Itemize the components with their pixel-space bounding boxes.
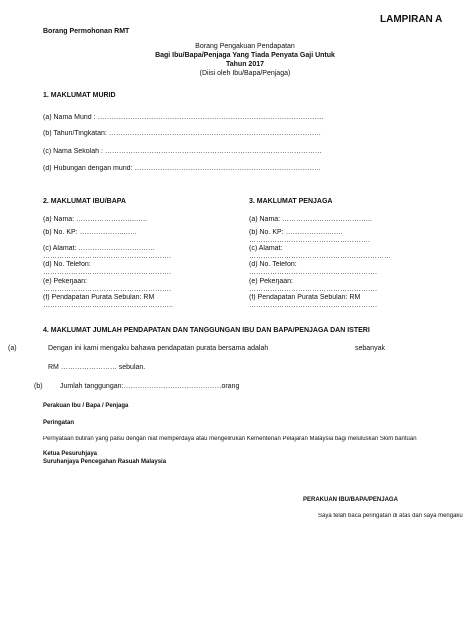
- penjaga-pekerjaan-line[interactable]: ……………………………………………….: [249, 286, 377, 293]
- footer-perakuan-title: PERAKUAN IBU/BAPA/PENJAGA: [303, 497, 398, 503]
- ibubapa-alamat-line[interactable]: ……………………………………………….: [43, 253, 171, 260]
- title-line-1: Borang Pengakuan Pendapatan: [195, 43, 295, 50]
- ibubapa-kp-field[interactable]: (b) No. KP: ………………..…..: [43, 229, 137, 236]
- penjaga-kp-line[interactable]: …………………………………………….: [249, 237, 370, 244]
- penjaga-pendapatan-line[interactable]: ……………………………………………….: [249, 302, 377, 309]
- penjaga-pendapatan-label: (f) Pendapatan Purata Sebulan: RM: [249, 294, 361, 301]
- section4-b-label: (b): [34, 383, 43, 390]
- borang-permohonan-label: Borang Permohonan RMT: [43, 28, 130, 35]
- murid-sekolah-field[interactable]: (c) Nama Sekolah : …………………………………………………………………………………: [43, 148, 322, 155]
- title-line-3: Tahun 2017: [226, 61, 264, 68]
- ibubapa-telefon-line[interactable]: ……………………………………………….: [43, 269, 171, 276]
- penjaga-alamat-line[interactable]: ……………………………………….……………: [249, 253, 391, 260]
- ibubapa-pekerjaan-line[interactable]: ……………………………………………….: [43, 286, 171, 293]
- lampiran-label: LAMPIRAN A: [380, 14, 443, 25]
- perakuan-title: Perakuan Ibu / Bapa / Penjaga: [43, 403, 129, 409]
- peringatan-title: Peringatan: [43, 420, 75, 426]
- ketua-pesuruhjaya: Ketua Pesuruhjaya: [43, 451, 98, 457]
- ibubapa-telefon-label: (d) No. Telefon:: [43, 261, 91, 268]
- penjaga-telefon-line[interactable]: ……………………………………………….: [249, 269, 377, 276]
- suruhanjaya-name: Suruhanjaya Pencegahan Rasuah Malaysia: [43, 459, 167, 465]
- section4-heading: 4. MAKLUMAT JUMLAH PENDAPATAN DAN TANGGUNGAN IBU DAN BAPA/PENJAGA DAN ISTERI: [43, 327, 370, 334]
- section4-a-text-end: sebanyak: [355, 345, 385, 352]
- ibubapa-pendapatan-label: (f) Pendapatan Purata Sebulan: RM: [43, 294, 155, 301]
- title-line-4: (Diisi oleh Ibu/Bapa/Penjaga): [199, 70, 291, 77]
- murid-nama-field[interactable]: (a) Nama Murid : …………………………………………………………………………………….: [43, 114, 324, 121]
- penjaga-nama-field[interactable]: (a) Nama: …………………………….…..: [249, 216, 372, 223]
- section4-a-label: (a): [8, 345, 17, 352]
- ibubapa-pendapatan-line[interactable]: ………………………………………………..: [43, 302, 173, 309]
- murid-hubungan-field[interactable]: (d) Hubungan dengan murid: ……………………………………………………………………..: [43, 165, 321, 172]
- section4-tanggungan-field[interactable]: Jumlah tanggungan:……………………………………orang: [60, 383, 240, 390]
- title-line-2: Bagi Ibu/Bapa/Penjaga Yang Tiada Penyata Gaji Untuk: [155, 52, 335, 59]
- murid-heading: 1. MAKLUMAT MURID: [43, 92, 116, 99]
- penjaga-kp-field[interactable]: (b) No. KP: ………………..…..: [249, 229, 343, 236]
- penjaga-heading: 3. MAKLUMAT PENJAGA: [249, 198, 333, 205]
- ibubapa-pekerjaan-label: (e) Pekerjaan:: [43, 278, 87, 285]
- penjaga-pekerjaan-label: (e) Pekerjaan:: [249, 278, 293, 285]
- ibubapa-heading: 2. MAKLUMAT IBU/BAPA: [43, 198, 126, 205]
- penjaga-alamat-label: (c) Alamat:: [249, 245, 283, 252]
- footer-perakuan-text: Saya telah baca peringatan di atas dan saya mengaku: [318, 513, 463, 519]
- ibubapa-nama-field[interactable]: (a) Nama: ……………………..…..: [43, 216, 147, 223]
- section4-a-text: Dengan ini kami mengaku bahawa pendapatan purata bersama adalah: [48, 345, 269, 352]
- section4-rm-field[interactable]: RM …………………… sebulan.: [48, 364, 146, 371]
- ibubapa-alamat-field[interactable]: (c) Alamat: ……………………….…..: [43, 245, 155, 252]
- murid-tahun-field[interactable]: (b) Tahun/Tingkatan: ……………………………………………………………………………….: [43, 130, 321, 137]
- peringatan-text: Pernyataan butiran yang palsu dengan niat memperdaya atau mengelirukan Kementerian Pelajaran Malaysia bagi meluluskan Skim bantuan: [43, 436, 417, 442]
- penjaga-telefon-label: (d) No. Telefon:: [249, 261, 297, 268]
